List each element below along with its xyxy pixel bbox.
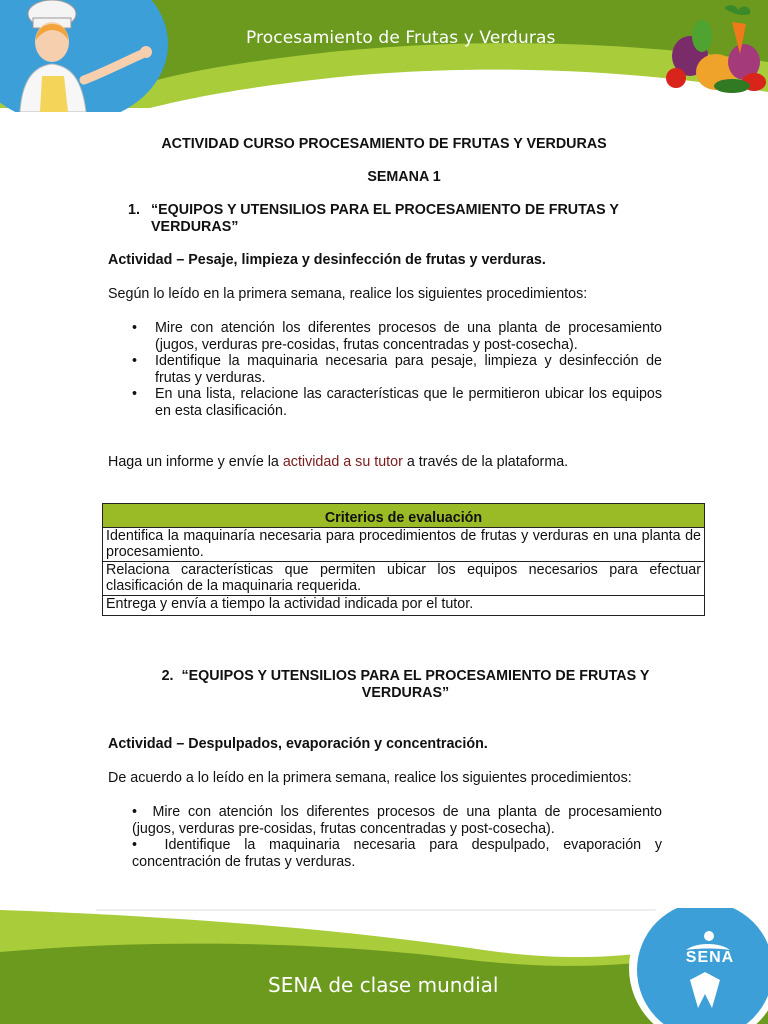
section-2-activity: Actividad – Despulpados, evaporación y concentración. [108,736,488,752]
tutor-activity-link[interactable]: actividad a su tutor [282,454,403,470]
table-header-row [103,504,705,528]
list-item: • Identifique la maquinaria necesaria para despulpado, evaporación y concentración de frutas y verduras. [132,837,662,870]
week-label: SEMANA 1 [367,169,441,185]
list-item: • Mire con atención los diferentes procesos de una planta de procesamiento (jugos, verduras pre-cosidas, frutas concentradas y post-cosecha). [132,320,662,353]
section-1-bullet-list [132,320,662,419]
chef-illustration-icon [0,0,170,112]
section-1-heading [128,202,683,235]
section-2-number: 2. [161,668,174,684]
page-footer [0,908,768,1024]
section-1-intro: Según lo leído en la primera semana, realice los siguientes procedimientos: [108,286,588,302]
bullet-icon: • [132,320,138,336]
section-1-activity: Actividad – Pesaje, limpieza y desinfección de frutas y verduras. [108,252,546,268]
page-header [0,0,768,112]
bullet-icon: • [132,837,151,853]
list-item: • Mire con atención los diferentes procesos de una planta de procesamiento (jugos, verduras pre-cosidas, frutas concentradas y post-cosecha). [132,804,662,837]
table-row [103,595,705,616]
criteria-cell: Entrega y envía a tiempo la actividad indicada por el tutor. [103,595,705,616]
table-row [103,527,705,561]
list-item: • Identifique la maquinaria necesaria para pesaje, limpieza y desinfección de frutas y verduras. [132,353,662,386]
section-1-number: 1. [128,202,140,218]
vegetables-illustration-icon [662,2,768,102]
section-2-bullet-list [132,804,662,870]
section-1-report-instruction: Haga un informe y envíe la actividad a su tutor a través de la plataforma. [108,454,569,470]
footer-slogan: SENA de clase mundial [268,973,499,997]
sena-logo-text: SENA [685,949,735,966]
criteria-cell: Identifica la maquinaría necesaria para procedimientos de frutas y verduras en una planta de procesamiento. [103,527,705,561]
section-2-intro: De acuerdo a lo leído en la primera semana, realice los siguientes procedimientos: [108,770,632,786]
bullet-icon: • [132,353,138,369]
evaluation-criteria-table [102,503,705,616]
document-title: ACTIVIDAD CURSO PROCESAMIENTO DE FRUTAS Y VERDURAS [161,136,607,152]
section-1-heading-text: “EQUIPOS Y UTENSILIOS PARA EL PROCESAMIENTO DE FRUTAS Y VERDURAS” [151,202,619,235]
bullet-icon: • [132,386,138,402]
bullet-icon: • [132,804,145,820]
criteria-header: Criterios de evaluación [103,504,705,528]
section-2-heading-text: “EQUIPOS Y UTENSILIOS PARA EL PROCESAMIENTO DE FRUTAS Y VERDURAS” [181,668,650,701]
footer-banner [0,908,768,1024]
criteria-cell: Relaciona características que permiten ubicar los equipos necesarios para efectuar clasificación de la maquinaria requerida. [103,561,705,595]
table-row [103,561,705,595]
section-2-heading [128,668,683,701]
header-title: Procesamiento de Frutas y Verduras [246,28,556,48]
list-item: • En una lista, relacione las características que le permitieron ubicar los equipos en esta clasificación. [132,386,662,419]
